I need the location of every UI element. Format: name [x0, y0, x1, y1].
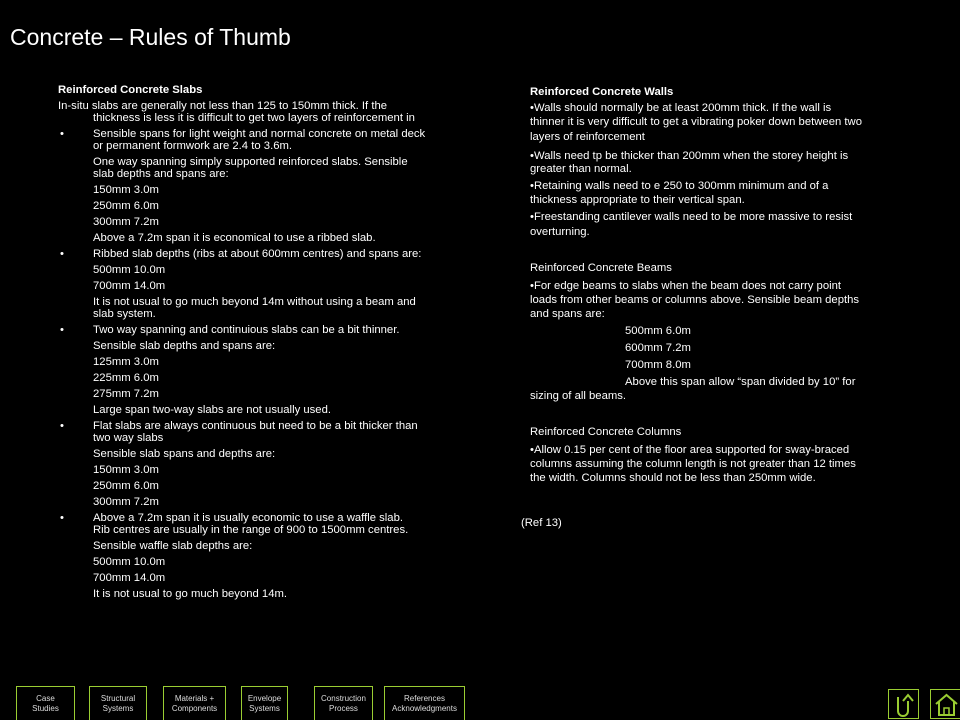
bullet-icon: • — [60, 512, 64, 524]
right-line: columns assuming the column length is not greater than 12 times — [530, 458, 856, 470]
right-line: sizing of all beams. — [530, 390, 627, 402]
right-line: 500mm 6.0m — [625, 325, 691, 337]
right-line: •Walls should normally be at least 200mm thick. If the wall is — [530, 102, 832, 114]
left-line: 300mm 7.2m — [93, 496, 159, 508]
nav-tab-label: Structural Systems — [100, 693, 136, 713]
left-line: Reinforced Concrete Slabs — [58, 84, 203, 96]
right-line: (Ref 13) — [521, 517, 562, 529]
nav-tab-envelope[interactable] — [241, 686, 288, 720]
right-line: •Retaining walls need to e 250 to 300mm minimum and of a — [530, 180, 829, 192]
left-line: One way spanning simply supported reinforced slabs. Sensible — [93, 156, 408, 168]
right-line: 700mm 8.0m — [625, 359, 691, 371]
left-line: slab depths and spans are: — [93, 168, 229, 180]
left-line: Sensible waffle slab depths are: — [93, 540, 253, 552]
left-line: 150mm 3.0m — [93, 464, 159, 476]
right-line: •For edge beams to slabs when the beam does not carry point — [530, 280, 842, 292]
right-line: thickness appropriate to their vertical span. — [530, 194, 745, 206]
right-line: •Freestanding cantilever walls need to be more massive to resist — [530, 211, 853, 223]
bullet-icon: • — [60, 128, 64, 140]
right-line: loads from other beams or columns above. Sensible beam depths — [530, 294, 860, 306]
nav-tab-label: Materials + Components — [171, 693, 218, 713]
nav-tab-label: Case Studies — [32, 693, 59, 713]
home-icon — [931, 690, 960, 720]
left-line: 150mm 3.0m — [93, 184, 159, 196]
nav-tab-references[interactable] — [384, 686, 465, 720]
right-line: and spans are: — [530, 308, 605, 320]
nav-tab-label: References Acknowledgments — [392, 693, 457, 713]
left-line: Flat slabs are always continuous but need to be a bit thicker than — [93, 420, 418, 432]
left-line: 250mm 6.0m — [93, 200, 159, 212]
bullet-icon: • — [60, 248, 64, 260]
right-line: Reinforced Concrete Columns — [530, 426, 682, 438]
left-line: Sensible slab depths and spans are: — [93, 340, 276, 352]
left-line: It is not usual to go much beyond 14m without using a beam and — [93, 296, 416, 308]
left-line: thickness is less it is difficult to get two layers of reinforcement in — [93, 112, 415, 124]
nav-tab-materials[interactable] — [163, 686, 226, 720]
left-line: 250mm 6.0m — [93, 480, 159, 492]
left-line: Ribbed slab depths (ribs at about 600mm centres) and spans are: — [93, 248, 422, 260]
left-line: Sensible slab spans and depths are: — [93, 448, 276, 460]
bullet-icon: • — [60, 420, 64, 432]
nav-tab-construction[interactable] — [314, 686, 373, 720]
left-line: It is not usual to go much beyond 14m. — [93, 588, 288, 600]
left-line: Large span two-way slabs are not usually used. — [93, 404, 331, 416]
nav-tab-label: Construction Process — [321, 693, 366, 713]
right-line: the width. Columns should not be less than 250mm wide. — [530, 472, 816, 484]
right-line: thinner it is very difficult to get a vibrating poker down between two — [530, 116, 862, 128]
right-line: •Walls need tp be thicker than 200mm when the storey height is — [530, 150, 849, 162]
right-line: layers of reinforcement — [530, 131, 645, 143]
nav-tab-structural[interactable] — [89, 686, 147, 720]
home-button[interactable] — [930, 689, 960, 719]
left-line: 500mm 10.0m — [93, 264, 166, 276]
right-line: •Allow 0.15 per cent of the floor area supported for sway-braced — [530, 444, 850, 456]
left-line: In-situ slabs are generally not less than 125 to 150mm thick. If the — [58, 100, 388, 112]
nav-tab-label: Envelope Systems — [247, 693, 282, 713]
right-line: Reinforced Concrete Walls — [530, 86, 674, 98]
nav-tab-case[interactable] — [16, 686, 75, 720]
right-line: overturning. — [530, 226, 590, 238]
right-line: Reinforced Concrete Beams — [530, 262, 672, 274]
left-line: two way slabs — [93, 432, 164, 444]
left-line: 225mm 6.0m — [93, 372, 159, 384]
left-line: Above a 7.2m span it is economical to use a ribbed slab. — [93, 232, 376, 244]
page-title: Concrete – Rules of Thumb — [10, 24, 291, 50]
right-line: Above this span allow “span divided by 10” for — [625, 376, 856, 388]
right-line: 600mm 7.2m — [625, 342, 691, 354]
right-line: greater than normal. — [530, 163, 632, 175]
undo-icon — [889, 690, 920, 720]
left-line: 300mm 7.2m — [93, 216, 159, 228]
left-line: 275mm 7.2m — [93, 388, 159, 400]
bullet-icon: • — [60, 324, 64, 336]
left-line: Above a 7.2m span it is usually economic to use a waffle slab. — [93, 512, 403, 524]
left-line: 700mm 14.0m — [93, 572, 166, 584]
left-line: Two way spanning and continuious slabs can be a bit thinner. — [93, 324, 400, 336]
undo-button[interactable] — [888, 689, 919, 719]
left-line: slab system. — [93, 308, 156, 320]
left-line: Sensible spans for light weight and normal concrete on metal deck — [93, 128, 426, 140]
left-line: 700mm 14.0m — [93, 280, 166, 292]
left-line: 500mm 10.0m — [93, 556, 166, 568]
left-line: 125mm 3.0m — [93, 356, 159, 368]
left-line: Rib centres are usually in the range of 900 to 1500mm centres. — [93, 524, 409, 536]
left-line: or permanent formwork are 2.4 to 3.6m. — [93, 140, 293, 152]
